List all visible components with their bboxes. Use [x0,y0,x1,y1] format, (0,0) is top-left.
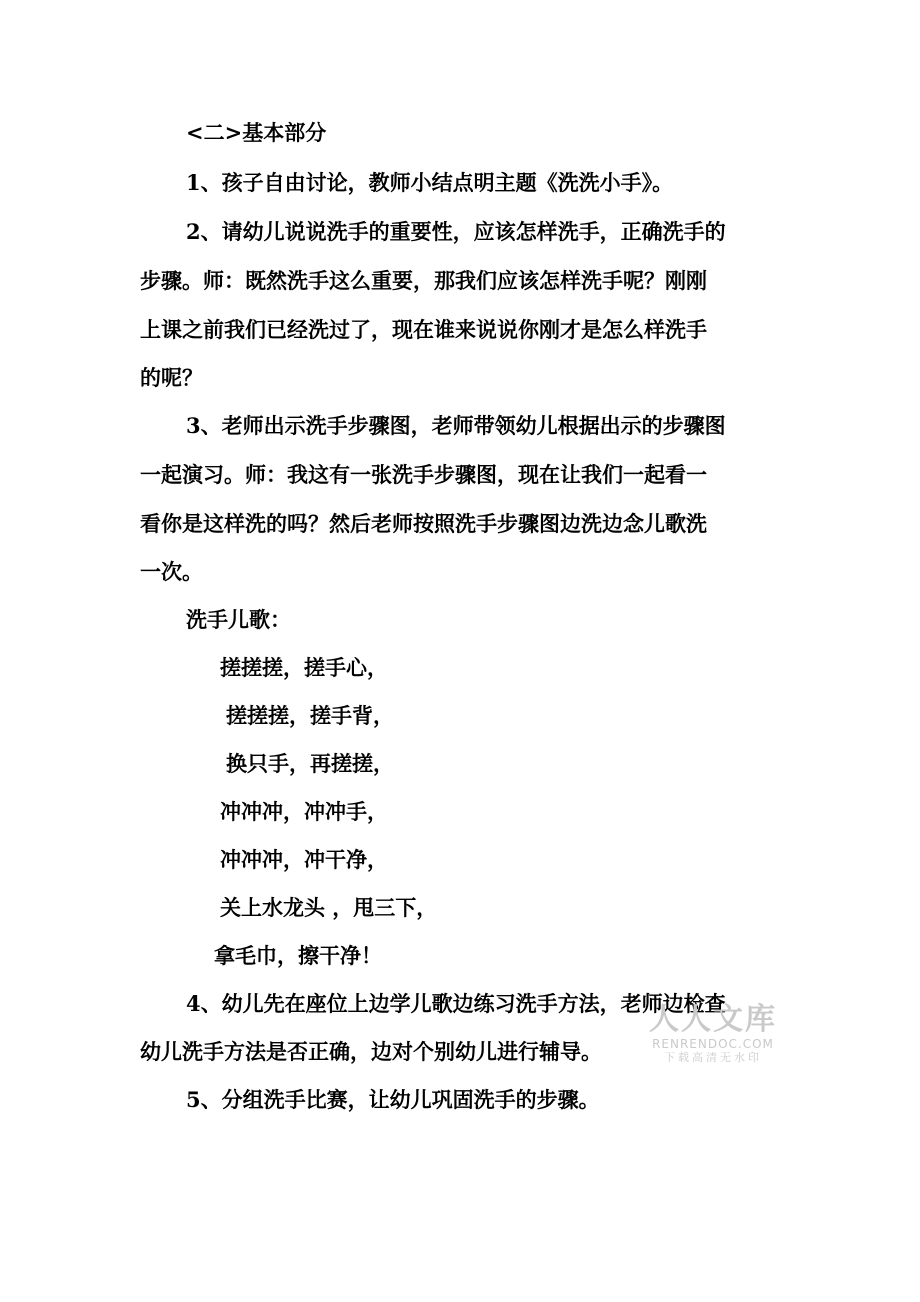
paragraph-line: 上课之前我们已经洗过了，现在谁来说说你刚才是怎么样洗手 [140,317,707,342]
song-line: 换只手，再搓搓， [226,751,394,776]
paragraph-line: 幼儿洗手方法是否正确，边对个别幼儿进行辅导。 [140,1039,602,1064]
paragraph-line: 4、幼儿先在座位上边学儿歌边练习洗手方法，老师边检查 [186,991,726,1016]
paragraph-line: 的呢？ [140,365,203,390]
paragraph-line: 3、老师出示洗手步骤图，老师带领幼儿根据出示的步骤图 [186,413,726,438]
song-line: 冲冲冲，冲干净， [220,847,388,872]
song-line: 冲冲冲，冲冲手， [220,799,388,824]
watermark-domain: RENRENDOC.COM [652,1037,774,1051]
paragraph-line: 5、分组洗手比赛，让幼儿巩固洗手的步骤。 [186,1087,600,1112]
song-line: 搓搓搓，搓手心， [220,655,388,680]
paragraph-line: 一次。 [140,559,203,584]
paragraph-line: 看你是这样洗的吗？然后老师按照洗手步骤图边洗边念儿歌洗 [140,511,707,536]
paragraph-line: 一起演习。师：我这有一张洗手步骤图，现在让我们一起看一 [140,462,707,487]
song-line: 搓搓搓，搓手背， [226,703,394,728]
song-heading: 洗手儿歌： [186,607,291,632]
watermark-subtitle: 下载高清无水印 [664,1051,762,1064]
section-heading: <二>基本部分 [186,120,327,145]
watermark-title: 人人文库 [649,1002,777,1037]
song-line: 关上水龙头 ，甩三下， [220,895,438,920]
paragraph-line: 1、孩子自由讨论，教师小结点明主题《洗洗小手》。 [186,170,674,195]
paragraph-line: 步骤。师：既然洗手这么重要，那我们应该怎样洗手呢？刚刚 [140,268,707,293]
paragraph-line: 2、请幼儿说说洗手的重要性，应该怎样洗手，正确洗手的 [186,219,726,244]
song-line: 拿毛巾，擦干净！ [214,943,382,968]
watermark [648,1003,778,1065]
